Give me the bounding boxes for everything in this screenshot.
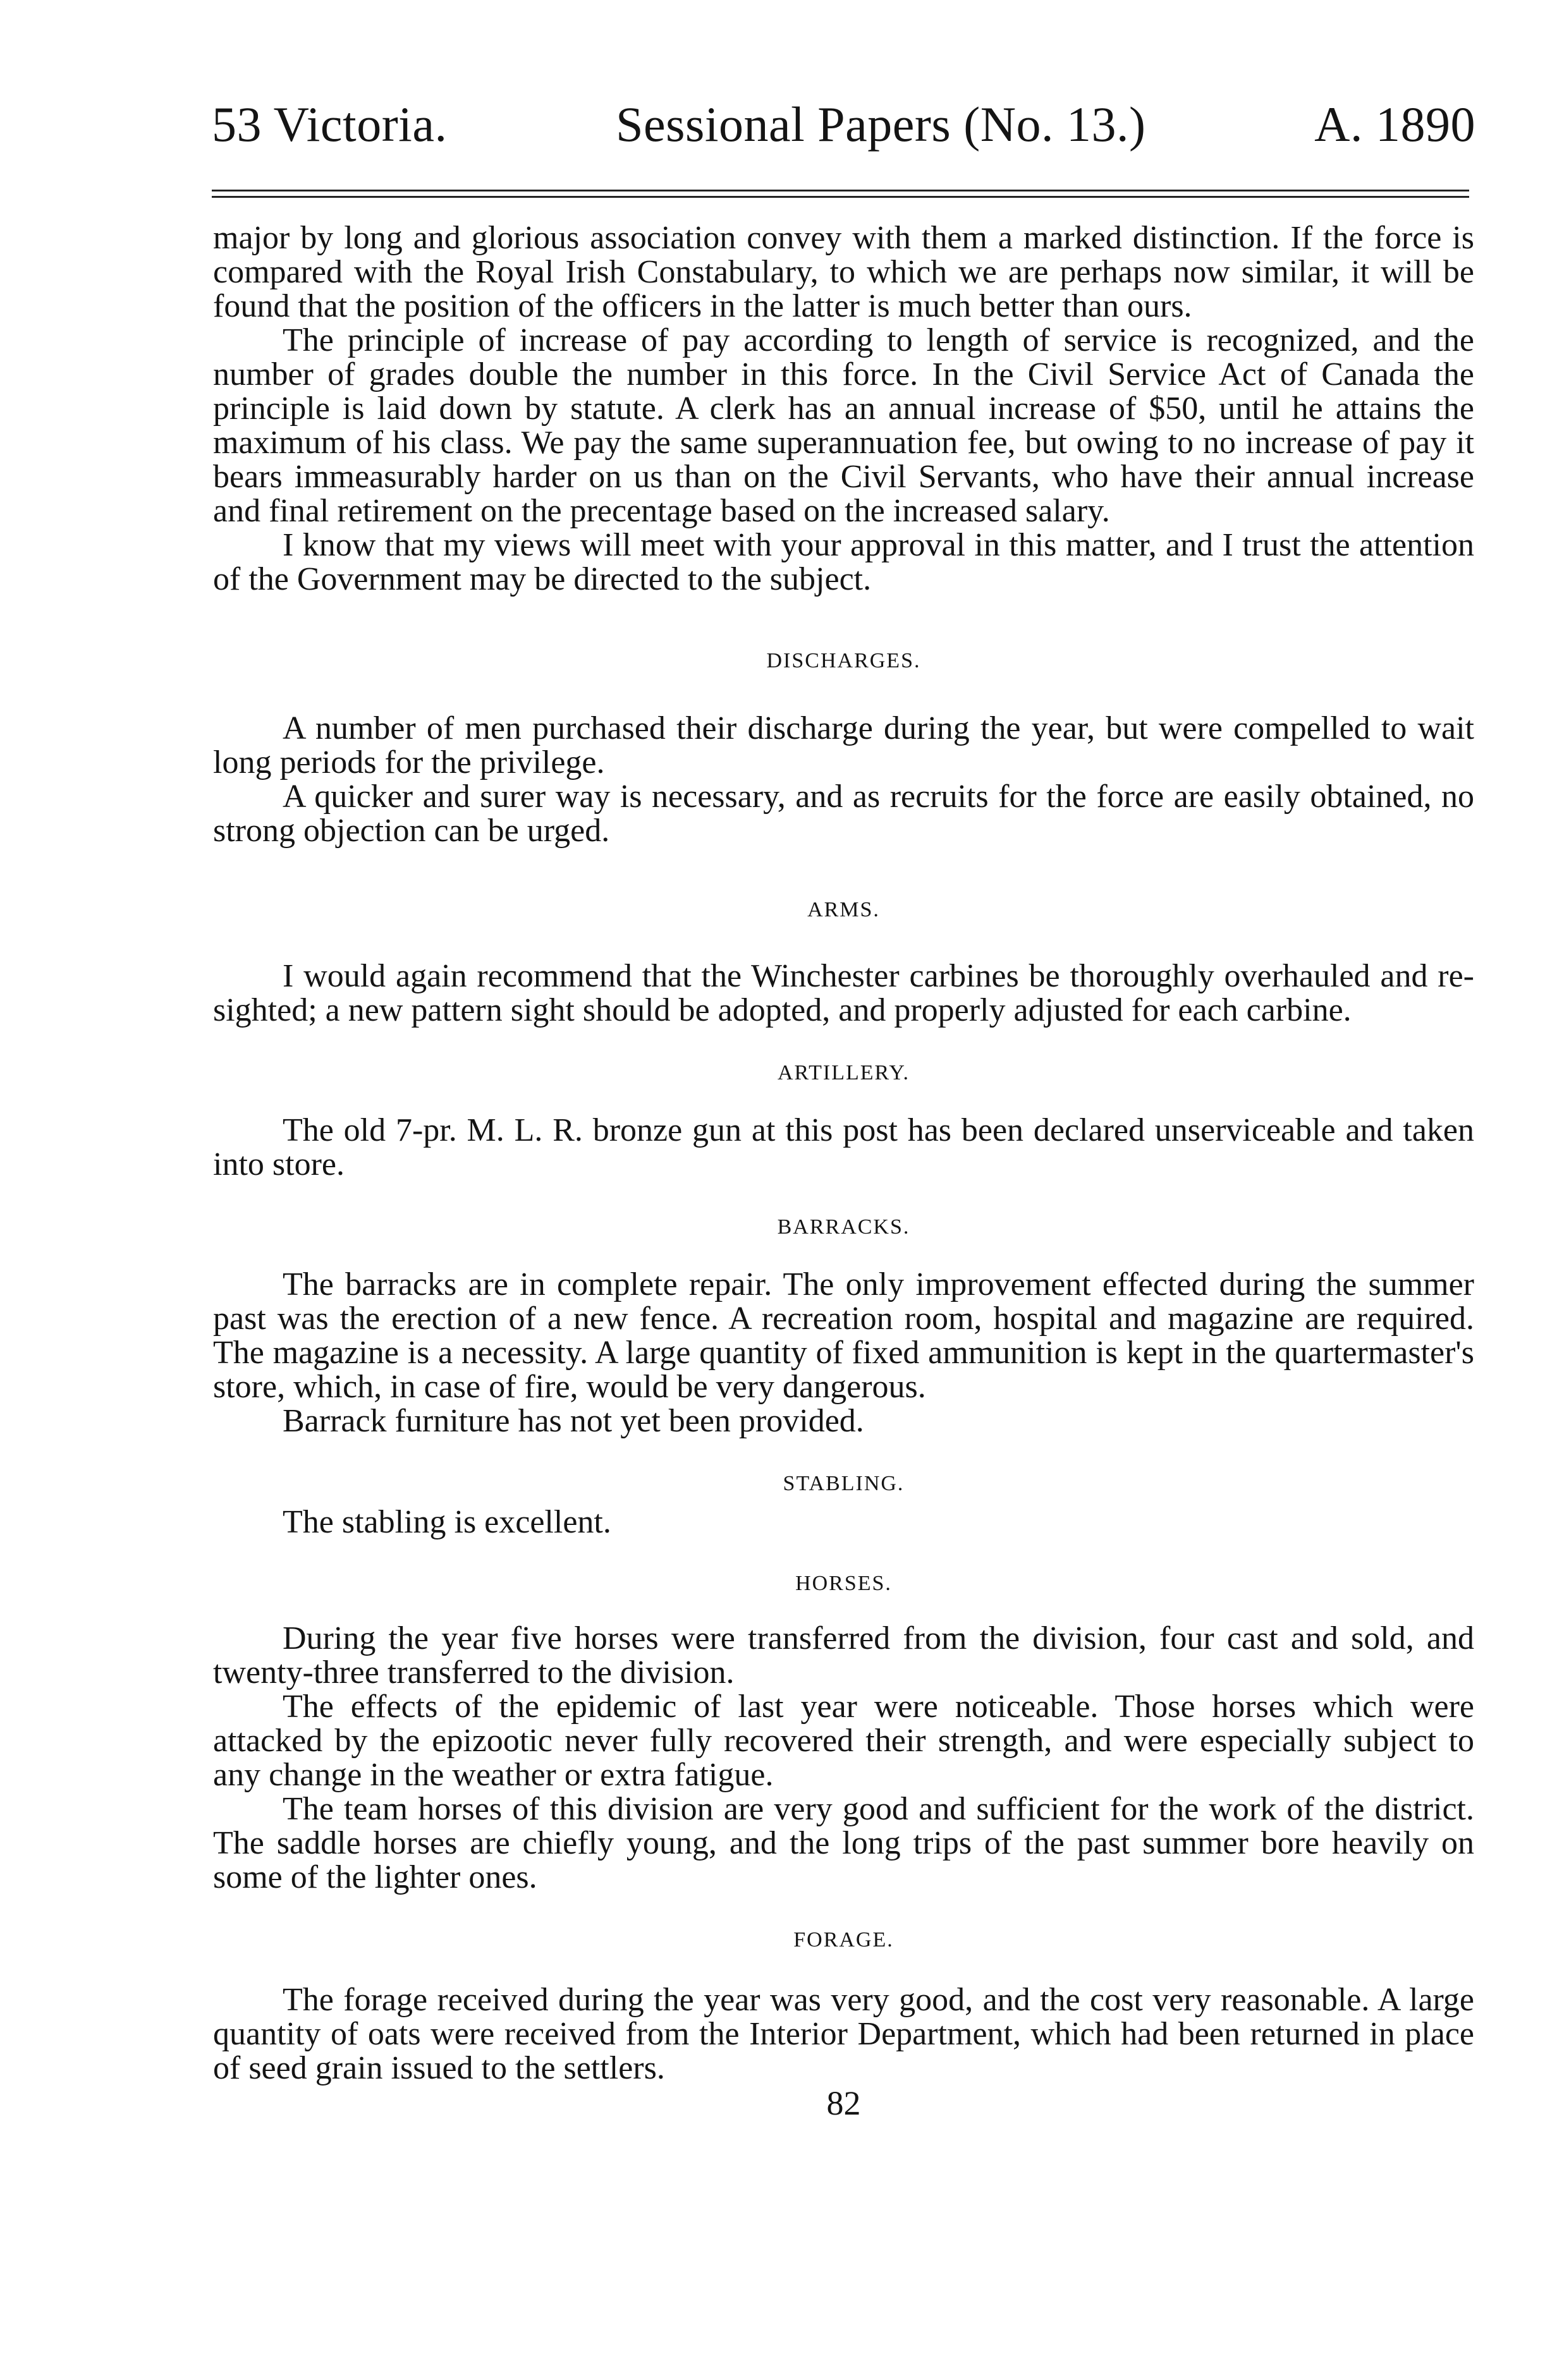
header-year: A. 1890 xyxy=(1314,97,1475,152)
paragraph-discharges-1: A number of men purchased their discharge during the year, but were compelled to wait long periods for the privilege. xyxy=(213,710,1474,780)
paragraph-artillery: The old 7-pr. M. L. R. bronze gun at this post has been declared unserviceable and taken into store. xyxy=(213,1112,1474,1182)
paragraph-forage: The forage received during the year was very good, and the cost very reasonable. A large quantity of oats were received from the Interior Department, which had been returned in place of seed grain issued to the settlers. xyxy=(213,1982,1474,2086)
heading-barracks: BARRACKS. xyxy=(777,1215,910,1239)
paragraph-approval: I know that my views will meet with your approval in this matter, and I trust the attention of the Government may be directed to the subject. xyxy=(213,527,1474,597)
heading-discharges: DISCHARGES. xyxy=(766,649,921,672)
heading-horses: HORSES. xyxy=(795,1572,892,1595)
heading-arms: ARMS. xyxy=(807,898,880,921)
paragraph-stabling: The stabling is excellent. xyxy=(283,1504,611,1540)
paragraph-horses-1: During the year five horses were transferred from the division, four cast and sold, and twenty-three transferred to the division. xyxy=(213,1620,1474,1691)
heading-stabling: STABLING. xyxy=(783,1472,905,1495)
paragraph-discharges-2: A quicker and surer way is necessary, and as recruits for the force are easily obtained, no strong objection can be urged. xyxy=(213,779,1474,849)
heading-artillery: ARTILLERY. xyxy=(777,1061,910,1084)
paragraph-pay-increase: The principle of increase of pay according to length of service is recognized, and the number of grades double the number in this force. In the Civil Service Act of Canada the principle is laid down by statute. A clerk has an annual increase of $50, until he attains the maximum of his class. We pay the same superannuation fee, but owing to no increase of pay it bears immeasurably harder on us than on the Civil Servants, who have their annual increase and final retirement on the precentage based on the increased salary. xyxy=(213,322,1474,529)
body-text xyxy=(213,221,1474,2121)
paragraph-barracks-2: Barrack furniture has not yet been provided. xyxy=(283,1403,864,1439)
header-volume: 53 Victoria. xyxy=(212,97,448,152)
header-title: Sessional Papers (No. 13.) xyxy=(616,97,1146,152)
paragraph-barracks-1: The barracks are in complete repair. The only improvement effected during the summer past was the erection of a new fence. A recreation room, hospital and magazine are required. The magazine is a necessity. A large quantity of fixed ammunition is kept in the quartermaster's store, which, in case of fire, would be very dangerous. xyxy=(213,1266,1474,1405)
paragraph-continued: major by long and glorious association convey with them a marked distinction. If the force is compared with the Royal Irish Constabulary, to which we are perhaps now similar, it will be found that the position of the officers in the latter is much better than ours. xyxy=(213,220,1474,324)
page-number: 82 xyxy=(826,2084,861,2122)
header-rule-bottom xyxy=(212,196,1469,198)
paragraph-horses-2: The effects of the epidemic of last year were noticeable. Those horses which were attacked by the epizootic never fully recovered their strength, and were especially subject to any change in the weather or extra fatigue. xyxy=(213,1689,1474,1793)
paragraph-arms: I would again recommend that the Winchester carbines be thoroughly overhauled and re-sighted; a new pattern sight should be adopted, and properly adjusted for each carbine. xyxy=(213,958,1474,1028)
running-header xyxy=(212,97,1475,152)
heading-forage: FORAGE. xyxy=(793,1928,894,1952)
paragraph-horses-3: The team horses of this division are very good and sufficient for the work of the district. The saddle horses are chiefly young, and the long trips of the past summer bore heavily on some of the lighter ones. xyxy=(213,1791,1474,1895)
header-rule-top xyxy=(212,190,1469,191)
